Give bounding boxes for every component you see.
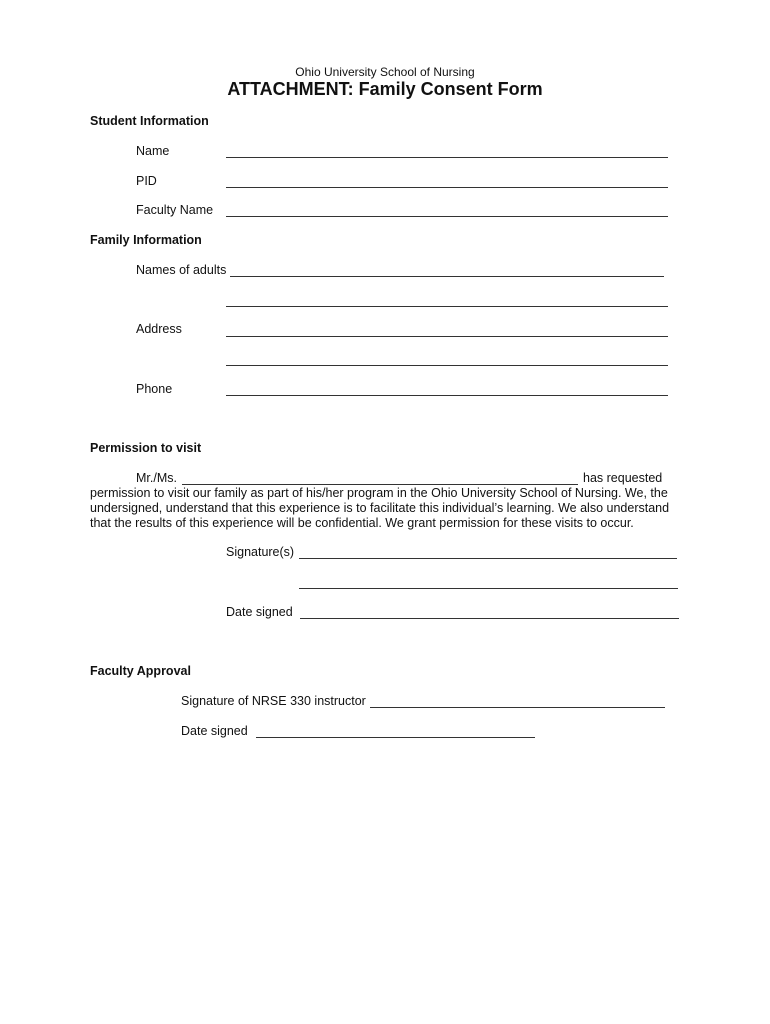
- phone-label: Phone: [136, 382, 173, 396]
- permission-text-line-2: permission to visit our family as part of his/her program in the Ohio University School of Nursing. We, the: [90, 486, 668, 500]
- permission-to-visit-heading: Permission to visit: [90, 441, 202, 455]
- phone-field[interactable]: [226, 395, 668, 396]
- signatures-label: Signature(s): [226, 545, 295, 559]
- student-information-heading: Student Information: [90, 114, 209, 128]
- address-field-2[interactable]: [226, 365, 668, 366]
- faculty-approval-heading: Faculty Approval: [90, 664, 191, 678]
- address-label: Address: [136, 322, 182, 336]
- family-information-heading: Family Information: [90, 233, 202, 247]
- has-requested-text: has requested: [583, 471, 663, 485]
- names-of-adults-label: Names of adults: [136, 263, 227, 277]
- family-signature-field-2[interactable]: [299, 588, 678, 589]
- names-of-adults-field[interactable]: [230, 276, 664, 277]
- pid-field[interactable]: [226, 187, 668, 188]
- student-name-field[interactable]: [182, 484, 578, 485]
- institution-name: Ohio University School of Nursing: [295, 65, 475, 79]
- faculty-date-signed-field[interactable]: [256, 737, 535, 738]
- permission-text-line-3: undersigned, understand that this experience is to facilitate this individual’s learning. We also understand: [90, 501, 670, 515]
- instructor-signature-field[interactable]: [370, 707, 665, 708]
- names-of-adults-field-2[interactable]: [226, 306, 668, 307]
- faculty-date-signed-label: Date signed: [181, 724, 248, 738]
- mr-ms-label: Mr./Ms.: [136, 471, 177, 485]
- address-field[interactable]: [226, 336, 668, 337]
- family-signature-field[interactable]: [299, 558, 677, 559]
- name-label: Name: [136, 144, 170, 158]
- faculty-name-label: Faculty Name: [136, 203, 214, 217]
- pid-label: PID: [136, 174, 157, 188]
- family-date-signed-field[interactable]: [300, 618, 679, 619]
- family-date-signed-label: Date signed: [226, 605, 293, 619]
- name-field[interactable]: [226, 157, 668, 158]
- form-title: ATTACHMENT: Family Consent Form: [227, 79, 543, 99]
- permission-text-line-4: that the results of this experience will be confidential. We grant permission for these visits to occur.: [90, 516, 634, 530]
- faculty-name-field[interactable]: [226, 216, 668, 217]
- instructor-signature-label: Signature of NRSE 330 instructor: [181, 694, 366, 708]
